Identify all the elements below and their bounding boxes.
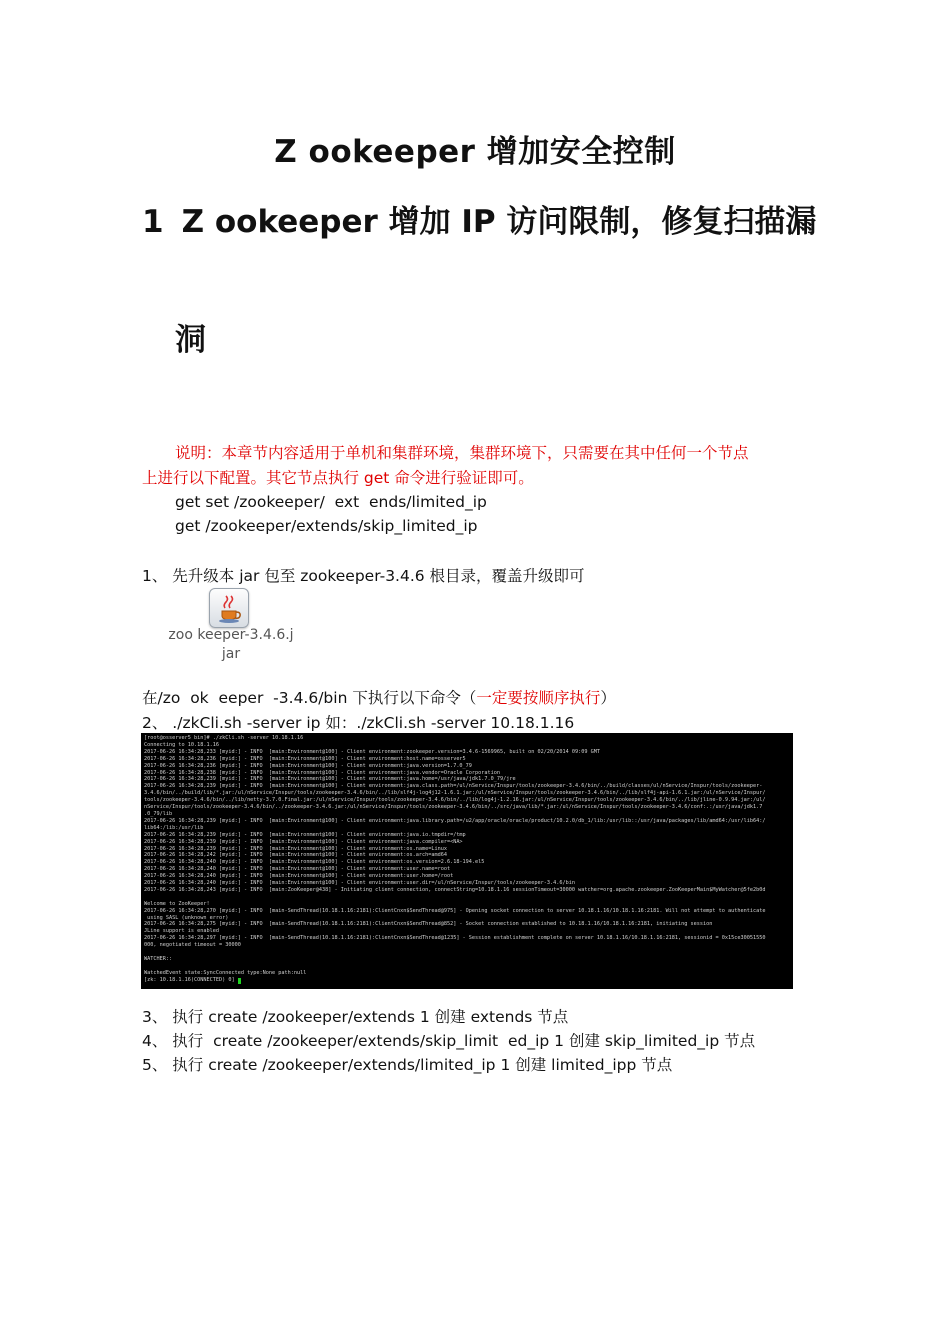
exec-instruction-emphasis: 一定要按顺序执行: [476, 689, 601, 707]
section-number: 1: [142, 204, 164, 240]
get-command-1: get set /zookeeper/ ext ends/limited_ip: [175, 493, 487, 511]
step-3: 3、 执行 create /zookeeper/extends 1 创建 extends 节点: [142, 1008, 569, 1026]
section-heading-text: Z ookeeper 增加 IP 访问限制，修复扫描漏: [181, 204, 817, 240]
java-jar-icon: [209, 588, 249, 628]
step-4: 4、 执行 create /zookeeper/extends/skip_limit ed_ip 1 创建 skip_limited_ip 节点: [142, 1032, 756, 1050]
terminal-output: [root@osserver5 bin]# ./zkCli.sh -server 10.18.1.16 Connecting to 10.18.1.16 2017-06-26 16:34:28,233 [myid:] - INFO [main:Environment@100] - Client environment:zookeeper.version=3.4.6-1569965, built on 02/20/2014 09:09 GMT 2017-06-26 16:34:28,236 [myid:] - INFO [main:Environment@100] - Client environment:host.name=osserver5 2017-06-26 16:34:28,236 [myid:] - INFO [main:Environment@100] - Client environment:java.version=1.7.0_79 2017-06-26 16:34:28,238 [myid:] - INFO [main:Environment@100] - Client environment:java.vendor=Oracle Corporation 2017-06-26 16:34:28,239 [myid:] - INFO [main:Environment@100] - Client environment:java.home=/usr/java/jdk1.7.0_79/jre 2017-06-26 16:34:28,239 [myid:] - INFO [main:Environment@100] - Client environment:java.class.path=/ul/nService/Inspur/tools/zookeeper-3.4.6/bin/../build/classes/ul/nService/Inspur/tools/zookeeper- 3.4.6/bin/../build/lib/*.jar:/ul/nService/Inspur/tools/zookeeper-3.4.6/bin/../lib/slf4j-log4j12-1.6.1.jar:/ul/nService/Inspur/tools/zookeeper-3.4.6/bin/../lib/slf4j-api-1.6.1.jar:/ul/nService/Inspur/ tools/zookeeper-3.4.6/bin/../lib/netty-3.7.0.Final.jar:/ul/nService/Inspur/tools/zookeeper-3.4.6/bin/../lib/log4j-1.2.16.jar:/ul/nService/Inspur/tools/zookeeper-3.4.6/bin/../lib/jline-0.9.94.jar:/ul/ nService/Inspur/tools/zookeeper-3.4.6/bin/../zookeeper-3.4.6.jar:/ul/nService/Inspur/tools/zookeeper-3.4.6/bin/../src/java/lib/*.jar:/ul/nService/Inspur/tools/zookeeper-3.4.6/conf:.:/usr/java/jdk1.7 .0_79/lib 2017-06-26 16:34:28,239 [myid:] - INFO [main:Environment@100] - Client environment:java.library.path=/u2/app/oracle/oracle/product/10.2.0/db_1/lib:/usr/lib::/usr/java/packages/lib/amd64:/usr/lib64:/ lib64:/lib:/usr/lib 2017-06-26 16:34:28,239 [myid:] - INFO [main:Environment@100] - Client environment:java.io.tmpdir=/tmp 2017-06-26 16:34:28,239 [myid:] - INFO [main:Environment@100] - Client environment:java.compiler=<NA> 2017-06-26 16:34:28,239 [myid:] - INFO [main:Environment@100] - Client environment:os.name=Linux 2017-06-26 16:34:28,242 [myid:] - INFO [main:Environment@100] - Client environment:os.arch=amd64 2017-06-26 16:34:28,240 [myid:] - INFO [main:Environment@100] - Client environment:os.version=2.6.18-194.el5 2017-06-26 16:34:28,240 [myid:] - INFO [main:Environment@100] - Client environment:user.name=root 2017-06-26 16:34:28,240 [myid:] - INFO [main:Environment@100] - Client environment:user.home=/root 2017-06-26 16:34:28,240 [myid:] - INFO [main:Environment@100] - Client environment:user.dir=/ul/nService/Inspur/tools/zookeeper-3.4.6/bin 2017-06-26 16:34:28,243 [myid:] - INFO [main:ZooKeeper@438] - Initiating client connection, connectString=10.18.1.16 sessionTimeout=30000 watcher=org.apache.zookeeper.ZooKeeperMain$MyWatcher@5fe2b0d Welcome to ZooKeeper! 2017-06-26 16:34:28,270 [myid:] - INFO [main-SendThread(10.18.1.16:2181):ClientCnxn$SendThread@975] - Opening socket connection to server 10.18.1.16/10.18.1.16:2181. Will not attempt to authenticate using SASL (unknown error) 2017-06-26 16:34:28,275 [myid:] - INFO [main-SendThread(10.18.1.16:2181):ClientCnxn$SendThread@852] - Socket connection established to 10.18.1.16/10.18.1.16:2181, initiating session JLine support is enabled 2017-06-26 16:34:28,297 [myid:] - INFO [main-SendThread(10.18.1.16:2181):ClientCnxn$SendThread@1235] - Session establishment complete on server 10.18.1.16/10.18.1.16:2181, sessionid = 0x15ce30051550 000, negotiated timeout = 30000 WATCHER:: WatchedEvent state:SyncConnected type:None path:null [zk: 10.18.1.16(CONNECTED) 0]: [144, 735, 766, 983]
exec-instruction: [142, 688, 616, 708]
note-line-2: 上进行以下配置。其它节点执行 get 命令进行验证即可。: [142, 469, 534, 487]
terminal-screenshot: [141, 733, 793, 989]
jar-file-name: zoo keeper-3.4.6.j jar: [168, 627, 294, 662]
step-2: 2、 ./zkCli.sh -server ip 如：./zkCli.sh -server 10.18.1.16: [142, 714, 575, 732]
terminal-cursor: [238, 978, 241, 984]
document-title: Z ookeeper 增加安全控制: [274, 134, 676, 170]
section-heading-1: [142, 196, 816, 241]
jar-file-attachment[interactable]: [166, 586, 296, 666]
note-line-1: 说明：本章节内容适用于单机和集群环境，集群环境下，只需要在其中任何一个节点: [175, 444, 749, 462]
step-1: 1、 先升级本 jar 包至 zookeeper-3.4.6 根目录，覆盖升级即可: [142, 567, 585, 585]
section-heading-continuation: 洞: [175, 322, 206, 358]
get-command-2: get /zookeeper/extends/skip_limited_ip: [175, 517, 478, 535]
exec-instruction-end: ）: [600, 689, 616, 707]
exec-instruction-text: 在/zo ok eeper -3.4.6/bin 下执行以下命令（: [142, 689, 477, 707]
step-5: 5、 执行 create /zookeeper/extends/limited_ip 1 创建 limited_ipp 节点: [142, 1056, 673, 1074]
